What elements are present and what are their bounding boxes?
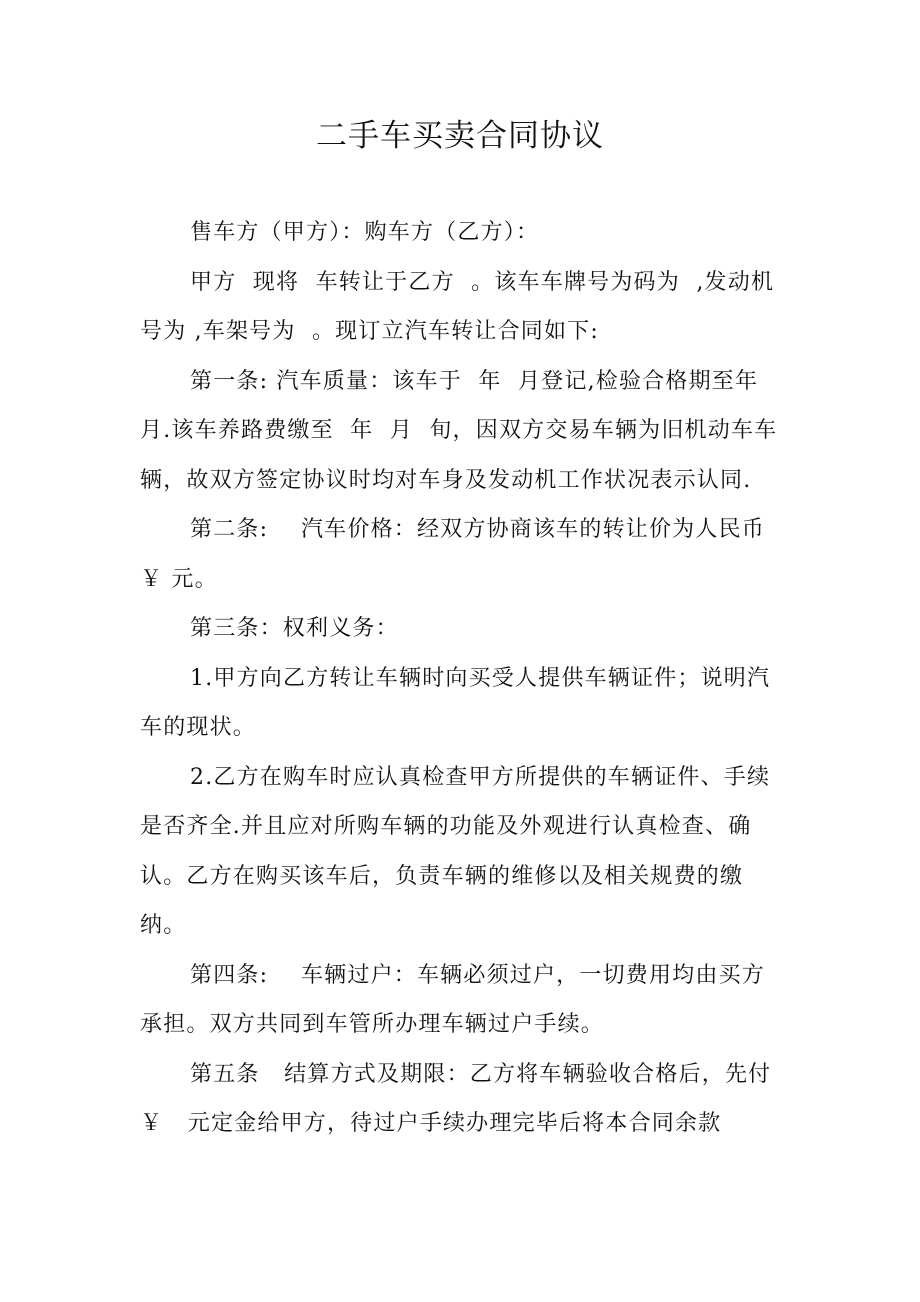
document-title: 二手车买卖合同协议 <box>316 118 604 154</box>
article-3-item-2: 2.乙方在购车时应认真检查甲方所提供的车辆证件、手续是否齐全.并且应对所购车辆的功能及外观进行认真检查、确认。乙方在购买该车后，负责车辆的维修以及相关规费的缴纳。 <box>140 764 771 938</box>
article-4-transfer: 第四条: 车辆过户：车辆必须过户，一切费用均由买方承担。双方共同到车管所办理车辆过户手续。 <box>140 962 765 1037</box>
vehicle-transfer-paragraph: 甲方 现将 车转让于乙方 。该车车牌号为码为 ,发动机号为 ,车架号为 。现订立汽车转让合同如下: <box>140 269 775 344</box>
article-5-settlement: 第五条 结算方式及期限：乙方将车辆验收合格后，先付￥ 元定金给甲方，待过户手续办理完毕后将本合同余款 <box>140 1061 772 1136</box>
article-1-quality: 第一条: 汽车质量：该车于 年 月登记,检验合格期至年 月.该车养路费缴至 年 月 旬，因双方交易车辆为旧机动车车辆，故双方签定协议时均对车身及发动机工作状况表示认同. <box>140 368 778 493</box>
parties-line: 售车方（甲方）：购车方（乙方）： <box>190 220 540 245</box>
article-3-heading: 第三条：权利义务： <box>190 616 399 641</box>
document-body <box>140 208 785 1149</box>
article-2-price: 第二条: 汽车价格：经双方协商该车的转让价为人民币 ￥ 元。 <box>140 517 774 592</box>
article-3-item-1: 1.甲方向乙方转让车辆时向买受人提供车辆证件；说明汽车的现状。 <box>140 665 771 740</box>
